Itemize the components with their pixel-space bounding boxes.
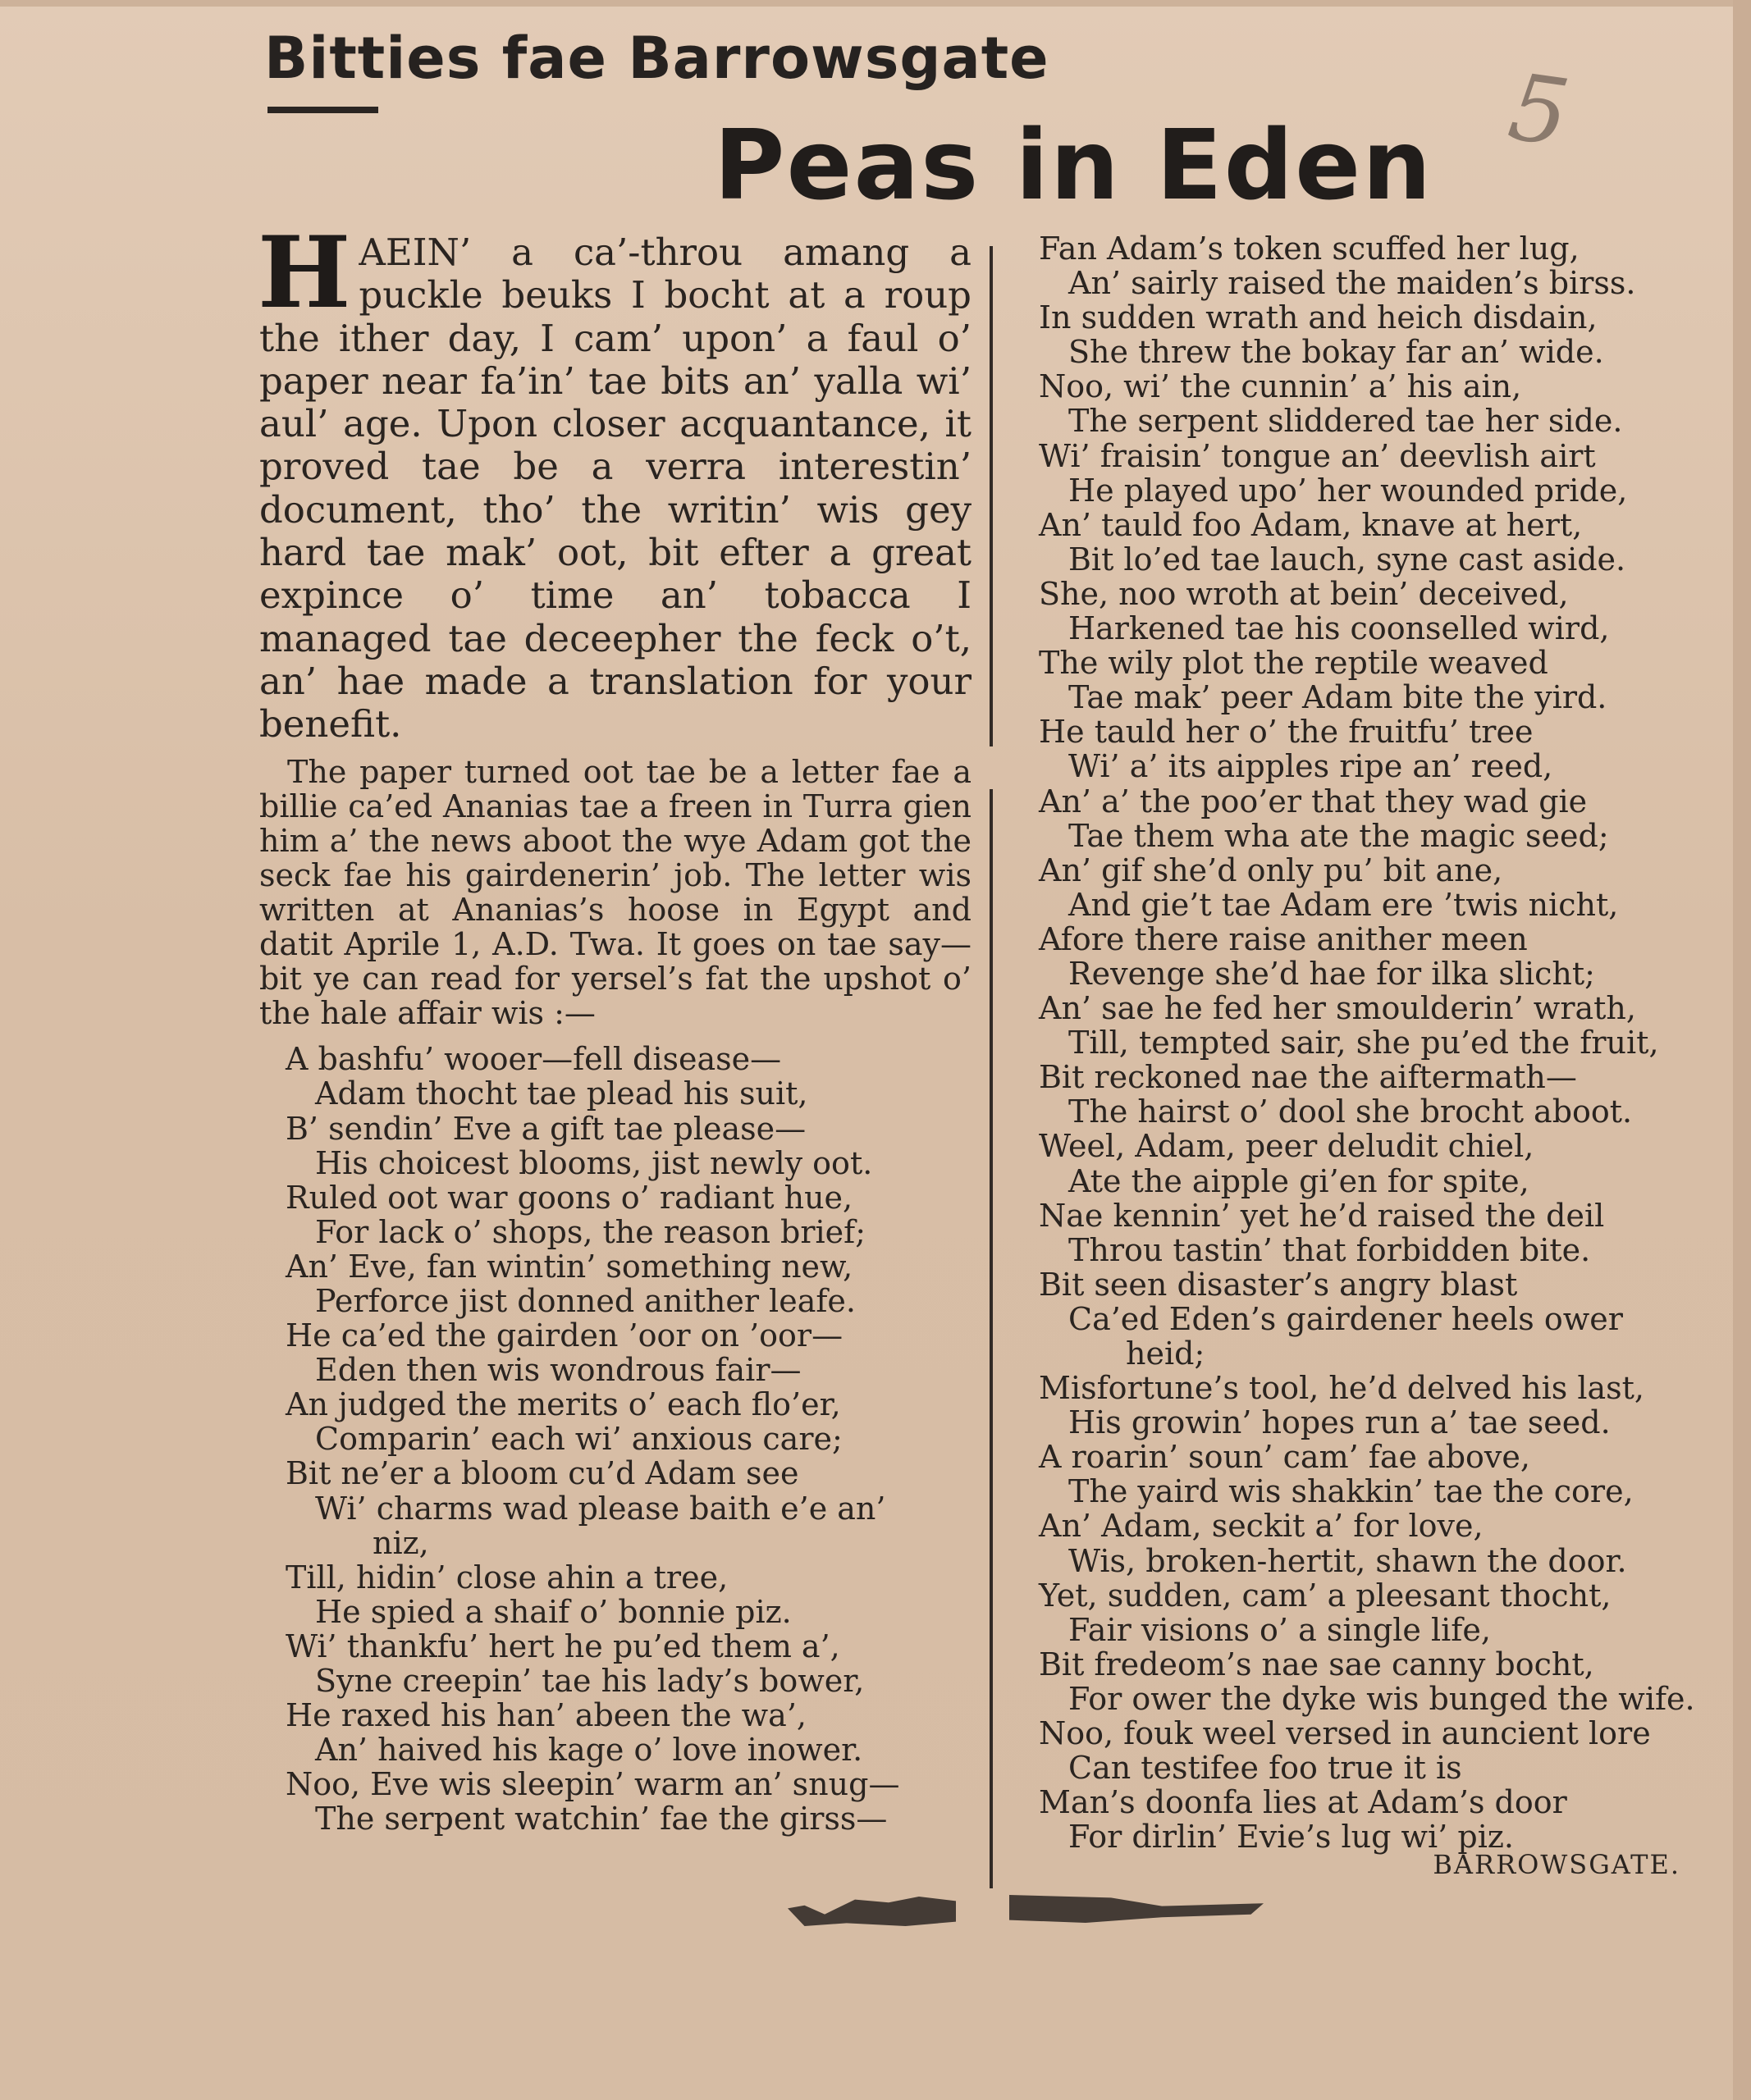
lede-paragraph <box>258 215 972 746</box>
poem-line: Wis, broken-hertit, shawn the door. <box>1068 1542 1627 1579</box>
drop-cap: H <box>258 215 351 331</box>
poem-line: Wi’ charms wad please baith e’e an’ <box>315 1490 886 1527</box>
poem-line: heid; <box>1126 1335 1205 1372</box>
poem-line: He spied a shaif o’ bonnie piz. <box>315 1593 792 1630</box>
poem-line: For ower the dyke wis bunged the wife. <box>1068 1680 1695 1717</box>
poem-line: B’ sendin’ Eve a gift tae please— <box>286 1110 807 1147</box>
column-kicker: Bitties fae Barrowsgate <box>264 25 1049 92</box>
poem-line: Can testifee foo true it is <box>1068 1750 1462 1787</box>
right-column <box>1039 231 1721 1854</box>
poem-line: Till, hidin’ close ahin a tree, <box>286 1559 729 1596</box>
poem-line: Syne creepin’ tae his lady’s bower, <box>315 1663 865 1699</box>
poem-line: Weel, Adam, peer deludit chiel, <box>1039 1128 1534 1165</box>
poem-line: Comparin’ each wi’ anxious care; <box>315 1421 843 1458</box>
poem-line: The yaird wis shakkin’ tae the core, <box>1068 1473 1634 1510</box>
poem-line: niz, <box>373 1524 429 1561</box>
poem-line: Eden then wis wondrous fair— <box>315 1352 802 1389</box>
poem-line: The serpent watchin’ fae the girss— <box>315 1801 888 1838</box>
ink-smudge <box>1009 1895 1264 1923</box>
poem-line: Fan Adam’s token scuffed her lug, <box>1039 231 1580 267</box>
poem-line: Nae kennin’ yet he’d raised the deil <box>1039 1197 1605 1234</box>
poem-line: Bit seen disaster’s angry blast <box>1039 1266 1518 1303</box>
poem-line: Yet, sudden, cam’ a pleesant thocht, <box>1039 1577 1612 1614</box>
lede-text: AEIN’ a ca’-throu amang a puckle beuks I bocht at a roup the ither day, I cam’ upon’ a faul o’ paper near fa’in’ tae bits an’ yalla wi’ aul’ age. Upon closer acquantance, it proved tae be a verra interestin’ document, tho’ the writin’ wis gey hard tae mak’ oot, bit efter a great expince o’ time an’ tobacca I managed tae deceepher the feck o’t, an’ hae made a translation for your benefit. <box>259 231 972 746</box>
poem-line: An’ sairly raised the maiden’s birss. <box>1068 265 1636 302</box>
handwritten-page-number: 5 <box>1502 53 1575 168</box>
poem-line: Misfortune’s tool, he’d delved his last, <box>1039 1370 1645 1407</box>
poem-line: Man’s doonfa lies at Adam’s door <box>1039 1784 1567 1821</box>
poem-line: Noo, Eve wis sleepin’ warm an’ snug— <box>286 1766 900 1803</box>
scan-edge-top <box>0 0 1751 7</box>
poem-line: An’ Adam, seckit a’ for love, <box>1039 1508 1484 1545</box>
poem-right <box>1039 231 1721 1854</box>
poem-line: He raxed his han’ abeen the wa’, <box>286 1697 807 1734</box>
poem-line: An’ gif she’d only pu’ bit ane, <box>1039 851 1503 888</box>
poem-line: Bit ne’er a bloom cu’d Adam see <box>286 1455 799 1492</box>
poem-line: Throu tastin’ that forbidden bite. <box>1068 1231 1591 1268</box>
column-rule-lower <box>990 789 993 1888</box>
poem-line: In sudden wrath and heich disdain, <box>1039 299 1598 336</box>
poem-line: She threw the bokay far an’ wide. <box>1068 334 1604 371</box>
poem-line: He tauld her o’ the fruitfu’ tree <box>1039 714 1534 751</box>
poem-line: A bashfu’ wooer—fell disease— <box>286 1041 782 1078</box>
poem-line: She, noo wroth at bein’ deceived, <box>1039 575 1569 612</box>
poem-line: An’ sae he fed her smoulderin’ wrath, <box>1039 990 1636 1027</box>
kicker-rule <box>267 107 378 113</box>
poem-left <box>286 1042 972 1836</box>
poem-line: Ca’ed Eden’s gairdener heels ower <box>1068 1300 1623 1337</box>
poem-line: And gie’t tae Adam ere ’twis nicht, <box>1068 886 1619 923</box>
poem-line: Perforce jist donned anither leafe. <box>315 1282 856 1319</box>
poem-line: For lack o’ shops, the reason brief; <box>315 1213 866 1250</box>
poem-line: The hairst o’ dool she brocht aboot. <box>1068 1093 1633 1130</box>
poem-line: The serpent sliddered tae her side. <box>1068 403 1623 440</box>
poem-line: Fair visions o’ a single life, <box>1068 1611 1491 1648</box>
poem-line: For dirlin’ Evie’s lug wi’ piz. <box>1068 1819 1514 1856</box>
poem-line: Wi’ fraisin’ tongue an’ deevlish airt <box>1039 437 1596 474</box>
ink-smudge <box>788 1897 956 1926</box>
poem-line: Afore there raise anither meen <box>1039 920 1528 957</box>
poem-line: An’ Eve, fan wintin’ something new, <box>286 1248 853 1285</box>
left-column <box>258 215 972 1838</box>
poem-line: An’ tauld foo Adam, knave at hert, <box>1039 506 1583 543</box>
column-rule-upper <box>990 246 993 746</box>
poem-line: Tae them wha ate the magic seed; <box>1068 817 1609 854</box>
poem-line: An’ a’ the poo’er that they wad gie <box>1039 783 1588 819</box>
poem-line: A roarin’ soun’ cam’ fae above, <box>1039 1439 1530 1476</box>
poem-line: He ca’ed the gairden ’oor on ’oor— <box>286 1317 843 1354</box>
poem-line: Ruled oot war goons o’ radiant hue, <box>286 1179 853 1216</box>
poem-line: He played upo’ her wounded pride, <box>1068 472 1628 509</box>
poem-line: Bit lo’ed tae lauch, syne cast aside. <box>1068 541 1626 578</box>
poem-line: His growin’ hopes run a’ tae seed. <box>1068 1404 1611 1441</box>
poem-line: Adam thocht tae plead his suit, <box>315 1075 808 1112</box>
poem-line: The wily plot the reptile weaved <box>1039 645 1548 682</box>
poem-line: Noo, fouk weel versed in auncient lore <box>1039 1715 1651 1752</box>
poem-line: An judged the merits o’ each flo’er, <box>286 1386 841 1423</box>
poem-line: Harkened tae his coonselled wird, <box>1068 610 1610 647</box>
poem-line: Wi’ a’ its aipples ripe an’ reed, <box>1068 748 1553 785</box>
headline: Peas in Eden <box>714 108 1433 221</box>
poem-line: Wi’ thankfu’ hert he pu’ed them a’, <box>286 1628 840 1664</box>
poem-line: Bit fredeom’s nae sae canny bocht, <box>1039 1646 1594 1682</box>
body-paragraph: The paper turned oot tae be a letter fae a billie ca’ed Ananias tae a freen in Turra gien him a’ the news aboot the wye Adam got the seck fae his gairdenerin’ job. The letter wis written at Ananias’s hoose in Egypt and datit Aprile 1, A.D. Twa. It goes on tae say—bit ye can read for yersel’s fat the upshot o’ the hale affair wis :— <box>259 753 972 1032</box>
poem-line: Till, tempted sair, she pu’ed the fruit, <box>1068 1025 1659 1061</box>
poem-line: Revenge she’d hae for ilka slicht; <box>1068 955 1595 992</box>
author-signature: BARROWSGATE. <box>1433 1849 1680 1880</box>
poem-line: His choicest blooms, jist newly oot. <box>315 1144 873 1181</box>
poem-line: An’ haived his kage o’ love inower. <box>315 1732 863 1769</box>
poem-line: Tae mak’ peer Adam bite the yird. <box>1068 679 1607 716</box>
poem-line: Ate the aipple gi’en for spite, <box>1068 1162 1529 1199</box>
poem-line: Bit reckoned nae the aiftermath— <box>1039 1059 1577 1096</box>
poem-line: Noo, wi’ the cunnin’ a’ his ain, <box>1039 368 1522 405</box>
scan-edge-right <box>1733 0 1751 2100</box>
